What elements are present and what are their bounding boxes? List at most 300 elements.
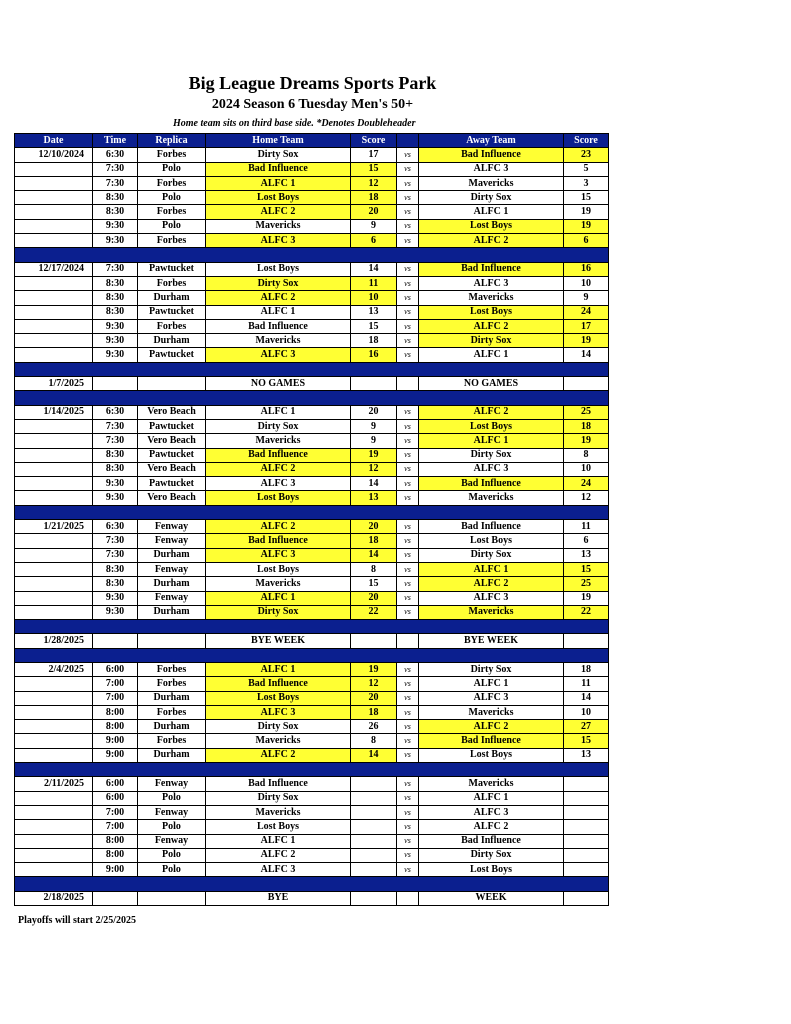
vs-label: vs [397, 334, 419, 348]
home-team: Dirty Sox [206, 720, 351, 734]
game-field: Fenway [138, 834, 206, 848]
game-field: Pawtucket [138, 477, 206, 491]
vs-label: vs [397, 734, 419, 748]
vs-label: vs [397, 348, 419, 362]
away-team: Dirty Sox [419, 848, 564, 862]
game-time: 7:00 [93, 805, 138, 819]
away-score: 22 [564, 605, 609, 619]
game-time [93, 377, 138, 391]
game-time: 8:00 [93, 720, 138, 734]
table-row [15, 820, 609, 834]
home-score: 18 [351, 191, 397, 205]
game-date [15, 677, 93, 691]
away-score [564, 848, 609, 862]
away-team: ALFC 1 [419, 791, 564, 805]
game-field: Pawtucket [138, 305, 206, 319]
game-time: 8:30 [93, 562, 138, 576]
game-time: 9:30 [93, 477, 138, 491]
away-score: 17 [564, 319, 609, 333]
away-team: BYE WEEK [419, 634, 564, 648]
home-score: 15 [351, 319, 397, 333]
home-team: ALFC 3 [206, 234, 351, 248]
away-score: 27 [564, 720, 609, 734]
game-time: 9:00 [93, 863, 138, 877]
away-score: 18 [564, 662, 609, 676]
game-time: 7:30 [93, 262, 138, 276]
table-row [15, 319, 609, 333]
home-team: Dirty Sox [206, 276, 351, 290]
home-team: Mavericks [206, 734, 351, 748]
game-field: Forbes [138, 176, 206, 190]
vs-label: vs [397, 777, 419, 791]
home-score: 20 [351, 205, 397, 219]
vs-label: vs [397, 176, 419, 190]
table-row [15, 562, 609, 576]
home-score [351, 820, 397, 834]
game-field: Fenway [138, 777, 206, 791]
home-team: ALFC 2 [206, 848, 351, 862]
home-score: 13 [351, 305, 397, 319]
away-score: 8 [564, 448, 609, 462]
week-separator-band [15, 620, 609, 634]
table-row [15, 777, 609, 791]
home-score [351, 377, 397, 391]
column-header-replica: Replica [138, 134, 206, 148]
home-team: ALFC 3 [206, 348, 351, 362]
table-row [15, 848, 609, 862]
table-header-row [15, 134, 609, 148]
away-team: ALFC 1 [419, 434, 564, 448]
table-row [15, 863, 609, 877]
column-header-time: Time [93, 134, 138, 148]
game-date [15, 791, 93, 805]
game-field: Fenway [138, 591, 206, 605]
table-row [15, 448, 609, 462]
away-team: ALFC 2 [419, 234, 564, 248]
home-team: ALFC 1 [206, 591, 351, 605]
away-team: Mavericks [419, 705, 564, 719]
away-team: Lost Boys [419, 748, 564, 762]
table-row [15, 591, 609, 605]
game-field: Pawtucket [138, 348, 206, 362]
home-score: 12 [351, 462, 397, 476]
game-date [15, 348, 93, 362]
vs-label: vs [397, 462, 419, 476]
game-time: 7:30 [93, 419, 138, 433]
away-score: 19 [564, 334, 609, 348]
week-separator [15, 391, 609, 405]
game-date: 12/17/2024 [15, 262, 93, 276]
home-score: 14 [351, 548, 397, 562]
away-score: 10 [564, 462, 609, 476]
vs-label: vs [397, 848, 419, 862]
game-field: Forbes [138, 734, 206, 748]
away-team: Dirty Sox [419, 662, 564, 676]
table-row [15, 148, 609, 162]
week-separator [15, 620, 609, 634]
game-field: Polo [138, 791, 206, 805]
away-team: Lost Boys [419, 219, 564, 233]
away-team: Bad Influence [419, 477, 564, 491]
home-score: 19 [351, 448, 397, 462]
table-row [15, 577, 609, 591]
table-row [15, 891, 609, 905]
game-date [15, 319, 93, 333]
game-field: Polo [138, 219, 206, 233]
game-time: 8:30 [93, 191, 138, 205]
table-row [15, 419, 609, 433]
game-time: 9:30 [93, 319, 138, 333]
game-time: 7:30 [93, 548, 138, 562]
home-score [351, 863, 397, 877]
game-field: Durham [138, 605, 206, 619]
table-row [15, 176, 609, 190]
game-field: Vero Beach [138, 434, 206, 448]
away-team: Bad Influence [419, 262, 564, 276]
game-date [15, 605, 93, 619]
vs-label: vs [397, 534, 419, 548]
home-score: 9 [351, 219, 397, 233]
table-row [15, 834, 609, 848]
vs-label [397, 891, 419, 905]
home-team: Mavericks [206, 434, 351, 448]
away-team: ALFC 2 [419, 820, 564, 834]
vs-label: vs [397, 477, 419, 491]
away-score: 3 [564, 176, 609, 190]
game-field: Fenway [138, 520, 206, 534]
schedule-body [15, 148, 609, 906]
week-separator [15, 763, 609, 777]
home-team: Bad Influence [206, 677, 351, 691]
home-team: Dirty Sox [206, 605, 351, 619]
home-score: 9 [351, 419, 397, 433]
game-field: Durham [138, 548, 206, 562]
game-time: 7:30 [93, 176, 138, 190]
away-team: WEEK [419, 891, 564, 905]
table-row [15, 548, 609, 562]
home-score: 18 [351, 705, 397, 719]
table-row [15, 705, 609, 719]
game-date [15, 176, 93, 190]
game-date [15, 691, 93, 705]
game-time: 6:00 [93, 791, 138, 805]
table-row [15, 462, 609, 476]
game-date [15, 805, 93, 819]
away-team: NO GAMES [419, 377, 564, 391]
vs-label: vs [397, 577, 419, 591]
game-date [15, 162, 93, 176]
game-field: Polo [138, 848, 206, 862]
home-score: 6 [351, 234, 397, 248]
vs-label: vs [397, 434, 419, 448]
game-time: 8:30 [93, 205, 138, 219]
game-date [15, 419, 93, 433]
away-team: ALFC 3 [419, 276, 564, 290]
game-date [15, 534, 93, 548]
home-team: Mavericks [206, 805, 351, 819]
game-time: 8:30 [93, 305, 138, 319]
away-team: ALFC 2 [419, 319, 564, 333]
away-team: Mavericks [419, 291, 564, 305]
vs-label [397, 377, 419, 391]
game-date [15, 234, 93, 248]
game-time: 6:30 [93, 405, 138, 419]
home-team: ALFC 1 [206, 305, 351, 319]
home-team: ALFC 2 [206, 520, 351, 534]
game-field: Pawtucket [138, 448, 206, 462]
game-date [15, 477, 93, 491]
vs-label: vs [397, 262, 419, 276]
home-score [351, 805, 397, 819]
game-time: 9:30 [93, 348, 138, 362]
game-date [15, 705, 93, 719]
home-team: ALFC 1 [206, 662, 351, 676]
column-header-home-team: Home Team [206, 134, 351, 148]
home-team: Dirty Sox [206, 148, 351, 162]
away-team: Mavericks [419, 491, 564, 505]
away-score: 5 [564, 162, 609, 176]
game-date [15, 834, 93, 848]
home-team: ALFC 2 [206, 291, 351, 305]
game-field: Fenway [138, 562, 206, 576]
home-team: Dirty Sox [206, 419, 351, 433]
game-date [15, 205, 93, 219]
home-team: Bad Influence [206, 534, 351, 548]
game-date [15, 219, 93, 233]
game-time: 9:30 [93, 234, 138, 248]
game-time: 9:00 [93, 748, 138, 762]
game-time: 8:30 [93, 462, 138, 476]
table-row [15, 720, 609, 734]
vs-label: vs [397, 162, 419, 176]
home-team: ALFC 2 [206, 205, 351, 219]
home-team: Lost Boys [206, 562, 351, 576]
game-field: Forbes [138, 319, 206, 333]
away-score: 13 [564, 548, 609, 562]
table-row [15, 348, 609, 362]
away-score: 9 [564, 291, 609, 305]
away-score [564, 891, 609, 905]
game-date: 12/10/2024 [15, 148, 93, 162]
table-row [15, 634, 609, 648]
game-field: Polo [138, 820, 206, 834]
column-header-date: Date [15, 134, 93, 148]
away-score [564, 820, 609, 834]
table-row [15, 734, 609, 748]
away-score: 13 [564, 748, 609, 762]
away-score: 12 [564, 491, 609, 505]
away-score: 18 [564, 419, 609, 433]
away-score: 15 [564, 734, 609, 748]
away-team: ALFC 3 [419, 162, 564, 176]
home-score: 14 [351, 262, 397, 276]
away-team: Lost Boys [419, 534, 564, 548]
away-team: Bad Influence [419, 520, 564, 534]
game-date [15, 720, 93, 734]
game-date [15, 191, 93, 205]
game-field: Polo [138, 162, 206, 176]
vs-label: vs [397, 691, 419, 705]
game-time: 7:00 [93, 691, 138, 705]
away-team: Lost Boys [419, 305, 564, 319]
home-score [351, 891, 397, 905]
away-team: ALFC 3 [419, 462, 564, 476]
home-score: 10 [351, 291, 397, 305]
home-team: NO GAMES [206, 377, 351, 391]
week-separator [15, 505, 609, 519]
game-date [15, 734, 93, 748]
vs-label: vs [397, 591, 419, 605]
game-time: 9:30 [93, 334, 138, 348]
game-field: Forbes [138, 677, 206, 691]
away-team: ALFC 1 [419, 348, 564, 362]
game-field: Durham [138, 748, 206, 762]
game-time: 8:00 [93, 834, 138, 848]
home-team-note: Home team sits on third base side. *Denotes Doubleheader [173, 118, 416, 129]
game-time: 7:30 [93, 162, 138, 176]
week-separator-band [15, 362, 609, 376]
home-score: 14 [351, 477, 397, 491]
home-team: Lost Boys [206, 191, 351, 205]
game-field [138, 377, 206, 391]
away-score: 6 [564, 534, 609, 548]
season-subtitle: 2024 Season 6 Tuesday Men's 50+ [211, 97, 414, 112]
away-team: ALFC 2 [419, 720, 564, 734]
game-date [15, 748, 93, 762]
table-row [15, 520, 609, 534]
game-time: 8:30 [93, 291, 138, 305]
away-score: 15 [564, 191, 609, 205]
vs-label: vs [397, 234, 419, 248]
vs-label: vs [397, 662, 419, 676]
home-team: ALFC 2 [206, 462, 351, 476]
game-field [138, 634, 206, 648]
home-team: Lost Boys [206, 820, 351, 834]
away-score: 25 [564, 577, 609, 591]
page-title: Big League Dreams Sports Park [188, 73, 437, 93]
column-header-away-team: Away Team [419, 134, 564, 148]
vs-label: vs [397, 305, 419, 319]
game-date [15, 276, 93, 290]
game-field: Polo [138, 863, 206, 877]
home-team: ALFC 1 [206, 834, 351, 848]
away-team: Mavericks [419, 605, 564, 619]
home-score [351, 791, 397, 805]
away-score [564, 791, 609, 805]
game-date [15, 591, 93, 605]
home-team: ALFC 2 [206, 748, 351, 762]
home-team: Bad Influence [206, 448, 351, 462]
table-row [15, 405, 609, 419]
away-team: Bad Influence [419, 148, 564, 162]
away-team: ALFC 1 [419, 677, 564, 691]
game-field: Polo [138, 191, 206, 205]
game-date [15, 491, 93, 505]
home-score: 15 [351, 162, 397, 176]
away-team: Bad Influence [419, 834, 564, 848]
game-field: Pawtucket [138, 262, 206, 276]
game-time: 9:30 [93, 491, 138, 505]
table-row [15, 791, 609, 805]
home-team: Mavericks [206, 577, 351, 591]
game-field: Forbes [138, 705, 206, 719]
table-row [15, 291, 609, 305]
home-team: Bad Influence [206, 162, 351, 176]
home-team: ALFC 1 [206, 176, 351, 190]
table-row [15, 477, 609, 491]
game-field: Forbes [138, 234, 206, 248]
home-team: BYE WEEK [206, 634, 351, 648]
away-score: 19 [564, 434, 609, 448]
game-time: 8:30 [93, 577, 138, 591]
vs-label: vs [397, 276, 419, 290]
table-row [15, 191, 609, 205]
vs-label: vs [397, 605, 419, 619]
away-score: 19 [564, 219, 609, 233]
home-score: 12 [351, 677, 397, 691]
away-score: 16 [564, 262, 609, 276]
home-score: 20 [351, 520, 397, 534]
game-date: 1/28/2025 [15, 634, 93, 648]
vs-label: vs [397, 419, 419, 433]
game-time: 6:30 [93, 520, 138, 534]
table-row [15, 691, 609, 705]
game-field: Forbes [138, 276, 206, 290]
game-date [15, 434, 93, 448]
game-date [15, 305, 93, 319]
game-time: 8:00 [93, 848, 138, 862]
column-header-home-score: Score [351, 134, 397, 148]
playoffs-note: Playoffs will start 2/25/2025 [18, 915, 137, 926]
table-row [15, 491, 609, 505]
table-row [15, 234, 609, 248]
home-score: 9 [351, 434, 397, 448]
home-score: 18 [351, 534, 397, 548]
vs-label: vs [397, 562, 419, 576]
home-team: Mavericks [206, 219, 351, 233]
game-time: 6:00 [93, 777, 138, 791]
game-date [15, 863, 93, 877]
vs-label: vs [397, 748, 419, 762]
table-row [15, 805, 609, 819]
away-score: 23 [564, 148, 609, 162]
week-separator-band [15, 648, 609, 662]
table-row [15, 219, 609, 233]
game-time: 6:00 [93, 662, 138, 676]
home-team: ALFC 3 [206, 548, 351, 562]
vs-label: vs [397, 677, 419, 691]
vs-label: vs [397, 791, 419, 805]
game-time: 9:30 [93, 219, 138, 233]
vs-label: vs [397, 491, 419, 505]
game-time: 7:00 [93, 677, 138, 691]
game-time: 7:30 [93, 534, 138, 548]
game-time: 9:30 [93, 591, 138, 605]
table-row [15, 334, 609, 348]
game-date: 2/11/2025 [15, 777, 93, 791]
table-row [15, 748, 609, 762]
game-date [15, 448, 93, 462]
away-score [564, 863, 609, 877]
week-separator-band [15, 391, 609, 405]
vs-label: vs [397, 219, 419, 233]
table-row [15, 162, 609, 176]
game-field: Pawtucket [138, 419, 206, 433]
table-row [15, 677, 609, 691]
column-header-vs [397, 134, 419, 148]
away-score: 6 [564, 234, 609, 248]
home-score: 12 [351, 176, 397, 190]
